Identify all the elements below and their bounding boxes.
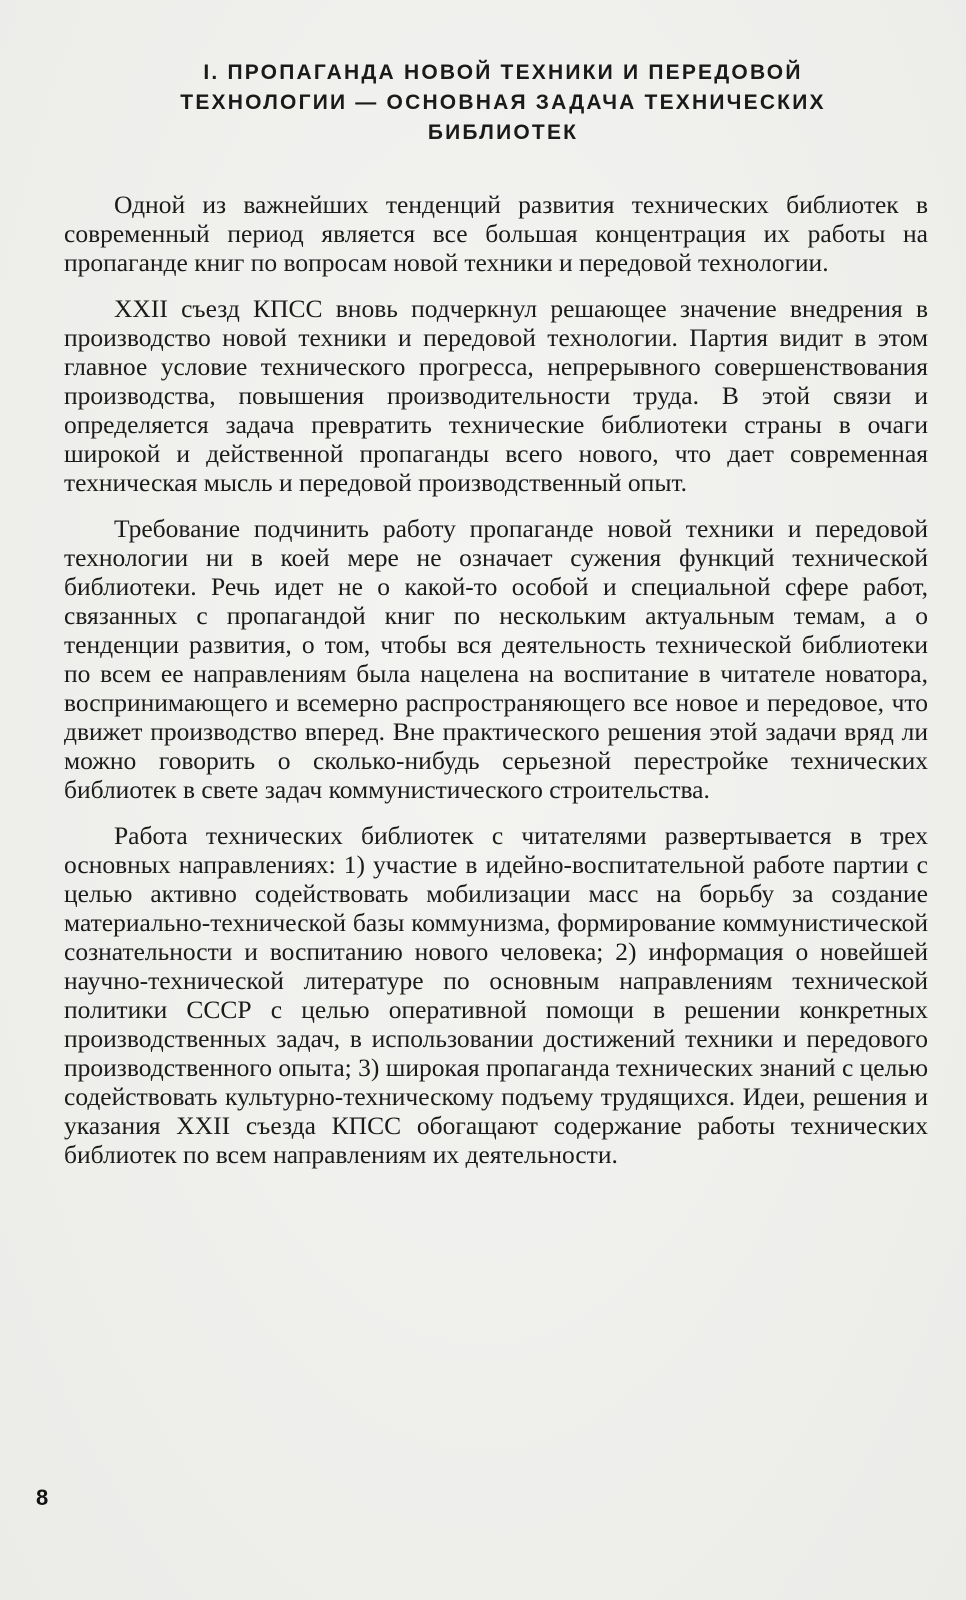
paragraph-2: XXII съезд КПСС вновь подчеркнул решающее значение внедрения в производство новой техники и передовой технологии. Партия видит в этом главное условие технического прогресса, непрерывного совершенствования производства, повышения производительности труда. В этой связи и определяется задача превратить технические библиотеки страны в очаги широкой и действенной пропаганды всего нового, что дает современная техническая мысль и передовой производственный опыт. bbox=[64, 294, 928, 497]
paragraph-4: Работа технических библиотек с читателями развертывается в трех основных направлениях: 1) участие в идейно-воспитательной работе партии с целью активно содействовать мобилизации масс на борьбу за создание материально-технической базы коммунизма, формирование коммунистической сознательности и воспитанию нового человека; 2) информация о новейшей научно-технической литературе по основным направлениям технической политики СССР с целью оперативной помощи в решении конкретных производственных задач, в использовании достижений техники и передового производственного опыта; 3) широкая пропаганда технических знаний с целью содействовать культурно-техническому подъему трудящихся. Идеи, решения и указания XXII съезда КПСС обогащают содержание работы технических библиотек по всем направлениям их деятельности. bbox=[64, 821, 929, 1169]
paragraph-1: Одной из важнейших тенденций развития технических библиотек в современный период является все большая концентрация их работы на пропаганде книг по вопросам новой техники и передовой технологии. bbox=[64, 190, 928, 277]
body-text bbox=[64, 190, 928, 1186]
page-number: 8 bbox=[36, 1485, 49, 1510]
heading-line-3: БИБЛИОТЕК bbox=[427, 121, 579, 144]
heading-line-2: ТЕХНОЛОГИИ — ОСНОВНАЯ ЗАДАЧА ТЕХНИЧЕСКИХ bbox=[180, 91, 826, 114]
heading-line-1: I. ПРОПАГАНДА НОВОЙ ТЕХНИКИ И ПЕРЕДОВОЙ bbox=[203, 61, 803, 84]
paragraph-3: Требование подчинить работу пропаганде новой техники и передовой технологии ни в коей мере не означает сужения функций технической библиотеки. Речь идет не о какой-то особой и специальной сфере работ, связанных с пропагандой книг по нескольким актуальным темам, а о тенденции развития, о том, чтобы вся деятельность технической библиотеки по всем ее направлениям была нацелена на воспитание в читателе новатора, воспринимающего и всемерно распространяющего все новое и передовое, что движет производство вперед. Вне практического решения этой задачи вряд ли можно говорить о сколько-нибудь серьезной перестройке технических библиотек в свете задач коммунистического строительства. bbox=[64, 514, 928, 804]
chapter-heading bbox=[130, 58, 876, 148]
